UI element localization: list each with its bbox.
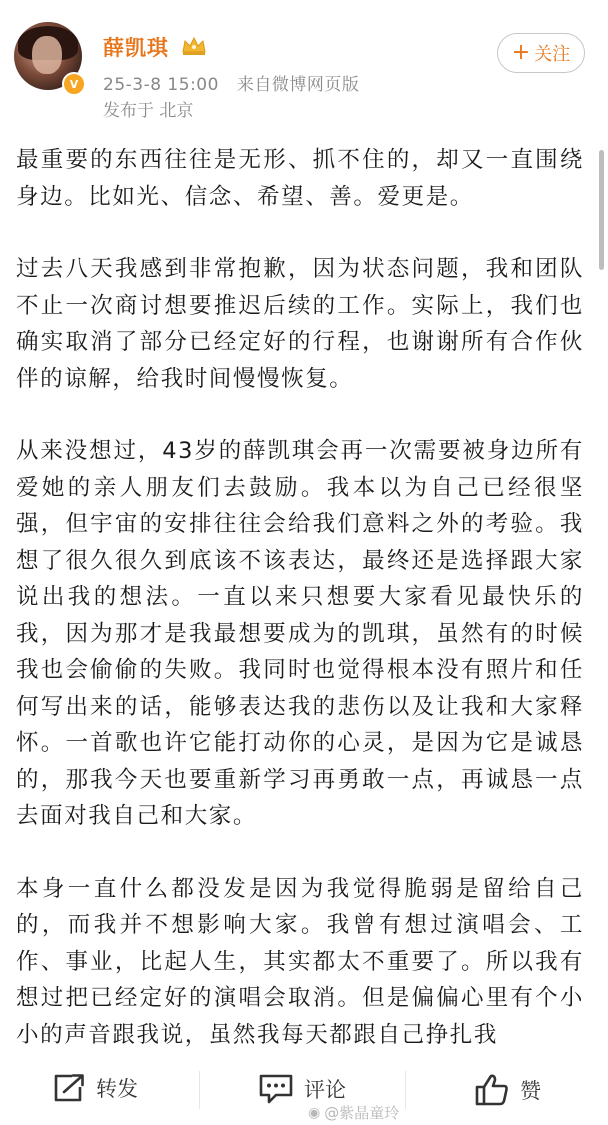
post-paragraph: 最重要的东西往往是无形、抓不住的，却又一直围绕身边。比如光、信念、希望、善。爱更是。 [16,147,584,210]
watermark [308,1102,399,1123]
post-body [16,142,584,1089]
post-paragraph: 从来没想过，43岁的薛凯琪会再一次需要被身边所有爱她的亲人朋友们去鼓励。我本以为自己已经很坚强，但宇宙的安排往往会给我们意料之外的考验。我想了很久很久到底该不该表达，最终还是选择跟大家说出我的想法。一直以来只想要大家看见最快乐的我，因为那才是我最想要成为的凯琪，虽然有的时候我也会偷偷的失败。我同时也觉得根本没有照片和任何写出来的话，能够表达我的悲伤以及让我和大家释怀。一首歌也许它能打动你的心灵，是因为它是诚恳的，那我今天也要重新学习再勇敢一点，再诚恳一点去面对我自己和大家。 [16,438,584,829]
scrollbar[interactable] [599,150,604,270]
plus-icon: + [511,40,531,65]
verified-icon: V [62,72,86,96]
repost-button[interactable] [52,1073,138,1103]
author-name[interactable]: 薛凯琪 [103,36,169,60]
divider [199,1071,200,1109]
crown-icon [181,36,207,56]
watermark-text: @紫晶童玲 [324,1104,400,1122]
post-meta [103,70,371,95]
weibo-icon: ◉ [308,1104,321,1121]
post-location: 发布于 北京 [103,101,194,121]
like-button[interactable] [474,1073,541,1107]
like-label: 赞 [520,1079,541,1103]
like-icon [474,1073,510,1107]
repost-label: 转发 [96,1077,138,1101]
post-paragraph: 过去八天我感到非常抱歉，因为状态问题，我和团队不止一次商讨想要推迟后续的工作。实际上，我们也确实取消了部分已经定好的行程，也谢谢所有合作伙伴的谅解，给我时间慢慢恢复。 [16,256,584,392]
comment-label: 评论 [304,1078,346,1102]
post-source: 来自微博网页版 [236,75,360,95]
follow-button[interactable] [497,33,585,73]
comment-icon [258,1073,294,1105]
post-header [0,0,608,130]
avatar-face [32,36,62,74]
repost-icon [52,1073,86,1103]
post-timestamp: 25-3-8 15:00 [103,75,219,95]
comment-button[interactable] [258,1073,346,1105]
action-bar [0,1055,608,1125]
divider [405,1071,406,1109]
post-paragraph: 本身一直什么都没发是因为我觉得脆弱是留给自己的，而我并不想影响大家。我曾有想过演唱会、工作、事业，比起人生，其实都太不重要了。所以我有想过把已经定好的演唱会取消。但是偏偏心里有个小小的声音跟我说，虽然我每天都跟自己挣扎我 [16,875,584,1048]
follow-label: 关注 [534,44,571,65]
